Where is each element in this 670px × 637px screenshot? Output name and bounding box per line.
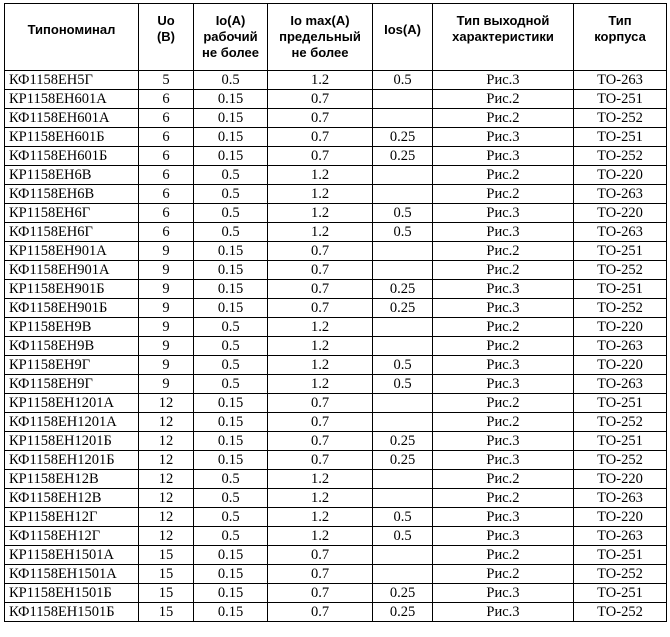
cell-type-name: КФ1158ЕН1201А	[5, 413, 139, 432]
cell-ios: 0.25	[373, 128, 433, 147]
cell-ios: 0.5	[373, 375, 433, 394]
cell-package: TO-251	[574, 128, 667, 147]
cell-ios	[373, 413, 433, 432]
cell-io-max: 1.2	[268, 356, 373, 375]
cell-io-working: 0.5	[194, 489, 268, 508]
cell-package: TO-252	[574, 109, 667, 128]
cell-type-name: КФ1158ЕН12Г	[5, 527, 139, 546]
cell-output-characteristic: Рис.2	[433, 413, 574, 432]
cell-output-characteristic: Рис.3	[433, 147, 574, 166]
cell-type-name: КР1158ЕН9В	[5, 318, 139, 337]
cell-ios: 0.25	[373, 603, 433, 622]
cell-type-name: КФ1158ЕН12В	[5, 489, 139, 508]
cell-voltage: 12	[139, 508, 194, 527]
cell-output-characteristic: Рис.3	[433, 375, 574, 394]
cell-io-working: 0.15	[194, 565, 268, 584]
cell-voltage: 9	[139, 356, 194, 375]
cell-io-max: 1.2	[268, 185, 373, 204]
cell-io-max: 0.7	[268, 261, 373, 280]
cell-package: TO-251	[574, 90, 667, 109]
cell-type-name: КР1158ЕН1201Б	[5, 432, 139, 451]
cell-output-characteristic: Рис.2	[433, 261, 574, 280]
header-type-name	[5, 4, 139, 71]
header-output-characteristic-line: Тип выходной	[456, 13, 550, 28]
cell-output-characteristic: Рис.3	[433, 71, 574, 90]
cell-io-max: 1.2	[268, 318, 373, 337]
cell-io-working: 0.15	[194, 261, 268, 280]
cell-ios	[373, 337, 433, 356]
cell-output-characteristic: Рис.2	[433, 565, 574, 584]
table-row	[5, 242, 667, 261]
cell-io-max: 0.7	[268, 451, 373, 470]
cell-type-name: КР1158ЕН6Г	[5, 204, 139, 223]
cell-type-name: КФ1158ЕН601Б	[5, 147, 139, 166]
table-row	[5, 603, 667, 622]
header-voltage	[139, 4, 194, 71]
cell-type-name: КР1158ЕН601Б	[5, 128, 139, 147]
cell-output-characteristic: Рис.3	[433, 451, 574, 470]
cell-io-working: 0.5	[194, 166, 268, 185]
table-row	[5, 337, 667, 356]
cell-io-working: 0.15	[194, 432, 268, 451]
table-row	[5, 166, 667, 185]
cell-package: TO-220	[574, 508, 667, 527]
cell-type-name: КР1158ЕН1501А	[5, 546, 139, 565]
header-io-max-line: Io max(А)	[290, 13, 350, 28]
table-row	[5, 451, 667, 470]
cell-io-max: 0.7	[268, 147, 373, 166]
cell-voltage: 15	[139, 565, 194, 584]
cell-io-max: 0.7	[268, 584, 373, 603]
cell-package: TO-251	[574, 280, 667, 299]
header-voltage-line: Uo	[157, 13, 175, 28]
cell-io-working: 0.15	[194, 128, 268, 147]
cell-io-working: 0.5	[194, 527, 268, 546]
cell-voltage: 9	[139, 242, 194, 261]
table-row	[5, 470, 667, 489]
cell-type-name: КР1158ЕН901Б	[5, 280, 139, 299]
cell-io-max: 0.7	[268, 128, 373, 147]
cell-io-max: 1.2	[268, 375, 373, 394]
cell-io-max: 0.7	[268, 546, 373, 565]
cell-io-max: 0.7	[268, 413, 373, 432]
regulator-spec-table	[4, 3, 667, 622]
cell-io-working: 0.15	[194, 147, 268, 166]
table-row	[5, 527, 667, 546]
cell-type-name: КР1158ЕН9Г	[5, 356, 139, 375]
cell-type-name: КФ1158ЕН1501А	[5, 565, 139, 584]
cell-ios	[373, 90, 433, 109]
table-row	[5, 71, 667, 90]
cell-output-characteristic: Рис.3	[433, 527, 574, 546]
cell-type-name: КР1158ЕН6В	[5, 166, 139, 185]
table-row	[5, 356, 667, 375]
cell-io-max: 0.7	[268, 603, 373, 622]
cell-type-name: КФ1158ЕН901А	[5, 261, 139, 280]
cell-output-characteristic: Рис.3	[433, 204, 574, 223]
cell-io-working: 0.5	[194, 204, 268, 223]
header-ios-line: Ios(А)	[384, 22, 421, 37]
cell-package: TO-263	[574, 337, 667, 356]
cell-type-name: КФ1158ЕН5Г	[5, 71, 139, 90]
cell-io-max: 0.7	[268, 242, 373, 261]
cell-voltage: 6	[139, 128, 194, 147]
cell-ios	[373, 394, 433, 413]
cell-package: TO-251	[574, 584, 667, 603]
cell-ios	[373, 242, 433, 261]
cell-io-working: 0.5	[194, 223, 268, 242]
cell-ios	[373, 470, 433, 489]
header-ios	[373, 4, 433, 71]
cell-io-max: 0.7	[268, 109, 373, 128]
table-row	[5, 318, 667, 337]
table-row	[5, 432, 667, 451]
header-io-max-line: не более	[291, 45, 349, 60]
cell-io-working: 0.15	[194, 584, 268, 603]
cell-ios	[373, 109, 433, 128]
cell-voltage: 12	[139, 527, 194, 546]
cell-package: TO-252	[574, 413, 667, 432]
cell-output-characteristic: Рис.2	[433, 546, 574, 565]
cell-io-working: 0.5	[194, 185, 268, 204]
cell-io-working: 0.15	[194, 451, 268, 470]
header-io-max	[268, 4, 373, 71]
cell-ios: 0.25	[373, 432, 433, 451]
cell-ios: 0.5	[373, 356, 433, 375]
cell-io-working: 0.15	[194, 299, 268, 318]
cell-package: TO-252	[574, 147, 667, 166]
header-io-working	[194, 4, 268, 71]
cell-type-name: КФ1158ЕН6Г	[5, 223, 139, 242]
cell-type-name: КР1158ЕН1201А	[5, 394, 139, 413]
cell-voltage: 6	[139, 109, 194, 128]
cell-io-max: 1.2	[268, 337, 373, 356]
cell-ios	[373, 166, 433, 185]
header-voltage-line: (В)	[156, 29, 176, 44]
cell-voltage: 9	[139, 375, 194, 394]
cell-package: TO-263	[574, 185, 667, 204]
cell-package: TO-263	[574, 375, 667, 394]
cell-io-max: 1.2	[268, 489, 373, 508]
header-io-working-line: рабочий	[203, 29, 258, 44]
cell-io-max: 0.7	[268, 280, 373, 299]
cell-voltage: 15	[139, 603, 194, 622]
cell-ios	[373, 185, 433, 204]
cell-package: TO-220	[574, 356, 667, 375]
table-row	[5, 565, 667, 584]
cell-package: TO-220	[574, 166, 667, 185]
cell-output-characteristic: Рис.2	[433, 166, 574, 185]
table-row	[5, 375, 667, 394]
cell-package: TO-220	[574, 470, 667, 489]
cell-output-characteristic: Рис.2	[433, 109, 574, 128]
table-row	[5, 299, 667, 318]
header-package-line: Тип	[608, 13, 632, 28]
cell-io-working: 0.5	[194, 337, 268, 356]
cell-output-characteristic: Рис.3	[433, 603, 574, 622]
cell-voltage: 12	[139, 432, 194, 451]
cell-output-characteristic: Рис.2	[433, 318, 574, 337]
cell-output-characteristic: Рис.2	[433, 394, 574, 413]
cell-package: TO-263	[574, 223, 667, 242]
cell-ios: 0.25	[373, 147, 433, 166]
table-row	[5, 261, 667, 280]
cell-output-characteristic: Рис.3	[433, 508, 574, 527]
cell-ios: 0.25	[373, 280, 433, 299]
cell-io-max: 1.2	[268, 470, 373, 489]
cell-type-name: КФ1158ЕН1501Б	[5, 603, 139, 622]
table-row	[5, 394, 667, 413]
header-type-name-line: Типономинал	[27, 22, 116, 37]
cell-package: TO-263	[574, 489, 667, 508]
table-row	[5, 147, 667, 166]
header-io-max-line: предельный	[279, 29, 361, 44]
cell-voltage: 9	[139, 280, 194, 299]
header-io-working-line: не более	[202, 45, 259, 60]
cell-io-max: 1.2	[268, 508, 373, 527]
cell-io-max: 1.2	[268, 527, 373, 546]
cell-io-working: 0.15	[194, 280, 268, 299]
cell-io-working: 0.15	[194, 546, 268, 565]
cell-io-max: 0.7	[268, 299, 373, 318]
cell-voltage: 15	[139, 546, 194, 565]
cell-voltage: 6	[139, 185, 194, 204]
cell-ios: 0.25	[373, 299, 433, 318]
cell-type-name: КФ1158ЕН901Б	[5, 299, 139, 318]
cell-voltage: 6	[139, 166, 194, 185]
header-package-line: корпуса	[594, 29, 646, 44]
cell-io-working: 0.5	[194, 318, 268, 337]
cell-voltage: 9	[139, 318, 194, 337]
cell-package: TO-252	[574, 261, 667, 280]
cell-type-name: КР1158ЕН12В	[5, 470, 139, 489]
cell-voltage: 15	[139, 584, 194, 603]
cell-package: TO-263	[574, 527, 667, 546]
table-row	[5, 223, 667, 242]
table-header-row	[5, 4, 667, 71]
cell-output-characteristic: Рис.2	[433, 90, 574, 109]
cell-type-name: КР1158ЕН12Г	[5, 508, 139, 527]
table-body	[5, 71, 667, 622]
cell-voltage: 12	[139, 394, 194, 413]
cell-ios: 0.5	[373, 527, 433, 546]
cell-type-name: КФ1158ЕН9Г	[5, 375, 139, 394]
cell-package: TO-251	[574, 242, 667, 261]
cell-voltage: 9	[139, 337, 194, 356]
cell-output-characteristic: Рис.3	[433, 584, 574, 603]
cell-voltage: 6	[139, 90, 194, 109]
cell-output-characteristic: Рис.3	[433, 223, 574, 242]
cell-ios: 0.5	[373, 204, 433, 223]
table-row	[5, 546, 667, 565]
cell-output-characteristic: Рис.2	[433, 242, 574, 261]
cell-ios	[373, 565, 433, 584]
cell-voltage: 6	[139, 223, 194, 242]
cell-ios	[373, 489, 433, 508]
cell-io-max: 1.2	[268, 166, 373, 185]
table-row	[5, 280, 667, 299]
table-row	[5, 204, 667, 223]
cell-io-max: 1.2	[268, 204, 373, 223]
cell-type-name: КФ1158ЕН6В	[5, 185, 139, 204]
cell-output-characteristic: Рис.3	[433, 128, 574, 147]
cell-io-working: 0.5	[194, 375, 268, 394]
cell-output-characteristic: Рис.3	[433, 356, 574, 375]
cell-ios	[373, 318, 433, 337]
cell-io-working: 0.15	[194, 413, 268, 432]
cell-io-working: 0.15	[194, 603, 268, 622]
cell-io-working: 0.15	[194, 90, 268, 109]
cell-voltage: 12	[139, 413, 194, 432]
cell-type-name: КФ1158ЕН601А	[5, 109, 139, 128]
header-output-characteristic	[433, 4, 574, 71]
cell-package: TO-220	[574, 318, 667, 337]
cell-ios: 0.5	[373, 71, 433, 90]
cell-output-characteristic: Рис.3	[433, 432, 574, 451]
cell-package: TO-251	[574, 394, 667, 413]
spec-table-container	[4, 3, 667, 622]
cell-output-characteristic: Рис.2	[433, 470, 574, 489]
cell-io-working: 0.15	[194, 109, 268, 128]
cell-voltage: 12	[139, 489, 194, 508]
cell-voltage: 12	[139, 451, 194, 470]
header-package	[574, 4, 667, 71]
cell-package: TO-263	[574, 71, 667, 90]
cell-type-name: КР1158ЕН601А	[5, 90, 139, 109]
cell-package: TO-252	[574, 299, 667, 318]
table-row	[5, 508, 667, 527]
cell-output-characteristic: Рис.2	[433, 489, 574, 508]
cell-io-working: 0.15	[194, 394, 268, 413]
cell-io-working: 0.5	[194, 356, 268, 375]
cell-package: TO-220	[574, 204, 667, 223]
cell-voltage: 9	[139, 261, 194, 280]
cell-type-name: КФ1158ЕН9В	[5, 337, 139, 356]
cell-output-characteristic: Рис.2	[433, 337, 574, 356]
cell-package: TO-252	[574, 565, 667, 584]
cell-io-working: 0.5	[194, 508, 268, 527]
cell-package: TO-251	[574, 432, 667, 451]
table-row	[5, 413, 667, 432]
header-output-characteristic-line: характеристики	[452, 29, 554, 44]
cell-ios	[373, 261, 433, 280]
table-row	[5, 109, 667, 128]
cell-io-max: 0.7	[268, 565, 373, 584]
cell-ios: 0.25	[373, 451, 433, 470]
cell-package: TO-252	[574, 603, 667, 622]
cell-ios: 0.5	[373, 223, 433, 242]
cell-output-characteristic: Рис.3	[433, 280, 574, 299]
cell-voltage: 6	[139, 147, 194, 166]
table-row	[5, 489, 667, 508]
cell-output-characteristic: Рис.2	[433, 185, 574, 204]
cell-package: TO-252	[574, 451, 667, 470]
cell-ios: 0.25	[373, 584, 433, 603]
table-row	[5, 584, 667, 603]
cell-output-characteristic: Рис.3	[433, 299, 574, 318]
cell-io-working: 0.15	[194, 242, 268, 261]
cell-voltage: 12	[139, 470, 194, 489]
cell-ios: 0.5	[373, 508, 433, 527]
table-row	[5, 90, 667, 109]
cell-io-max: 0.7	[268, 432, 373, 451]
cell-package: TO-251	[574, 546, 667, 565]
cell-type-name: КР1158ЕН1501Б	[5, 584, 139, 603]
header-io-working-line: Io(А)	[215, 13, 246, 28]
cell-io-working: 0.5	[194, 470, 268, 489]
cell-io-max: 1.2	[268, 223, 373, 242]
cell-voltage: 6	[139, 204, 194, 223]
cell-type-name: КФ1158ЕН1201Б	[5, 451, 139, 470]
cell-type-name: КР1158ЕН901А	[5, 242, 139, 261]
cell-voltage: 5	[139, 71, 194, 90]
cell-io-max: 0.7	[268, 90, 373, 109]
cell-io-max: 1.2	[268, 71, 373, 90]
table-row	[5, 185, 667, 204]
cell-io-working: 0.5	[194, 71, 268, 90]
cell-io-max: 0.7	[268, 394, 373, 413]
cell-voltage: 9	[139, 299, 194, 318]
table-row	[5, 128, 667, 147]
cell-ios	[373, 546, 433, 565]
